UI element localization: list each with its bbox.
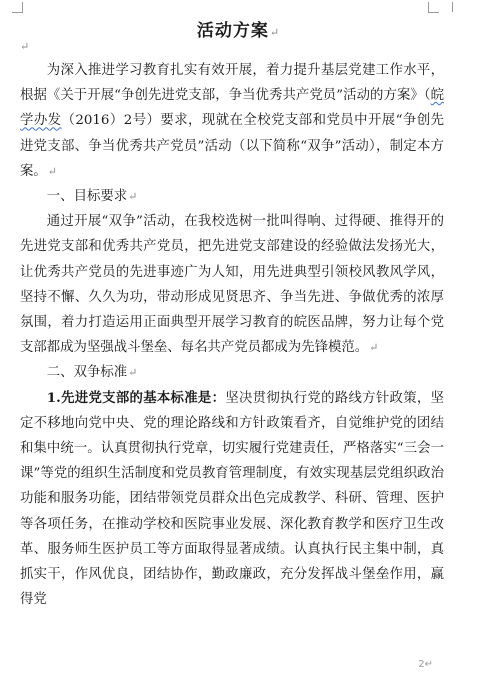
- crop-mark-top-right: [428, 2, 439, 13]
- page-number: [418, 659, 433, 670]
- goals-paragraph: [20, 209, 444, 360]
- intro-paragraph: [20, 58, 444, 184]
- paragraph-mark-icon: ↵: [269, 26, 281, 39]
- empty-paragraph-mark-icon: ↵: [20, 40, 30, 53]
- standard1-text: 坚决贯彻执行党的路线方针政策，坚定不移地向党中央、党的理论路线和方针政策看齐，自觉维护党的团结和集中统一。认真贯彻执行党章，切实履行党建责任，严格落实“三会一课”等党的组织生活制度和党员教育管理制度，有效实现基层党组织政治功能和服务功能，团结带领党员群众出色完成教学、科研、管理、医护等各项任务，在推动学校和医院事业发展、深化教育教学和医疗卫生改革、服务师生医护员工等方面取得显著成绩。认真执行民主集中制，真抓实干，作风优良，团结协作，勤政廉政，充分发挥战斗堡垒作用，赢得党: [20, 390, 444, 608]
- document-body[interactable]: [20, 58, 444, 612]
- section-heading-goals: [20, 184, 444, 209]
- intro-text-2: （2016）2号）要求，现就在全校党支部和党员中开展“争创先进党支部、争当优秀共产党员”活动（以下简称“双争”活动），制定本方案。: [20, 113, 445, 179]
- crop-mark-top-right-outer: [452, 2, 463, 12]
- paragraph-mark-icon: ↵: [424, 659, 433, 670]
- paragraph-mark-icon: ↵: [128, 366, 138, 380]
- document-title[interactable]: [0, 16, 477, 41]
- standard-1-paragraph: [20, 386, 444, 613]
- title-text: 活动方案: [196, 21, 269, 41]
- crop-mark-top-left: [12, 2, 23, 13]
- section1-heading-text: 一、目标要求: [46, 189, 128, 205]
- spellcheck-underlined-text: 皖学办发: [20, 88, 444, 129]
- section-heading-standards: [20, 360, 444, 385]
- paragraph-mark-icon: ↵: [47, 164, 57, 178]
- paragraph-mark-icon: ↵: [128, 190, 138, 204]
- standard1-label: 1.先进党支部的基本标准是：: [46, 389, 226, 406]
- paragraph-mark-icon: ↵: [369, 341, 379, 355]
- page-number-text: 2: [418, 659, 425, 670]
- intro-text-1: 为深入推进学习教育扎实有效开展，着力提升基层党建工作水平，根据《关于开展“争创先进党支部，争当优秀共产党员”活动的方案》（: [20, 63, 444, 104]
- section1-text: 通过开展“双争”活动，在我校选树一批叫得响、过得硬、推得开的先进党支部和优秀共产党员，把先进党支部建设的经验做法发扬光大，让优秀共产党员的先进事迹广为人知，用先进典型引领校风教风学风，坚持不懈、久久为功，带动形成见贤思齐、争当先进、争做优秀的浓厚氛围，着力打造运用正面典型开展学习教育的皖医品牌，努力让每个党支部都成为坚强战斗堡垒、每名共产党员都成为先锋模范。: [20, 214, 444, 356]
- section2-heading-text: 二、双争标准: [46, 365, 128, 381]
